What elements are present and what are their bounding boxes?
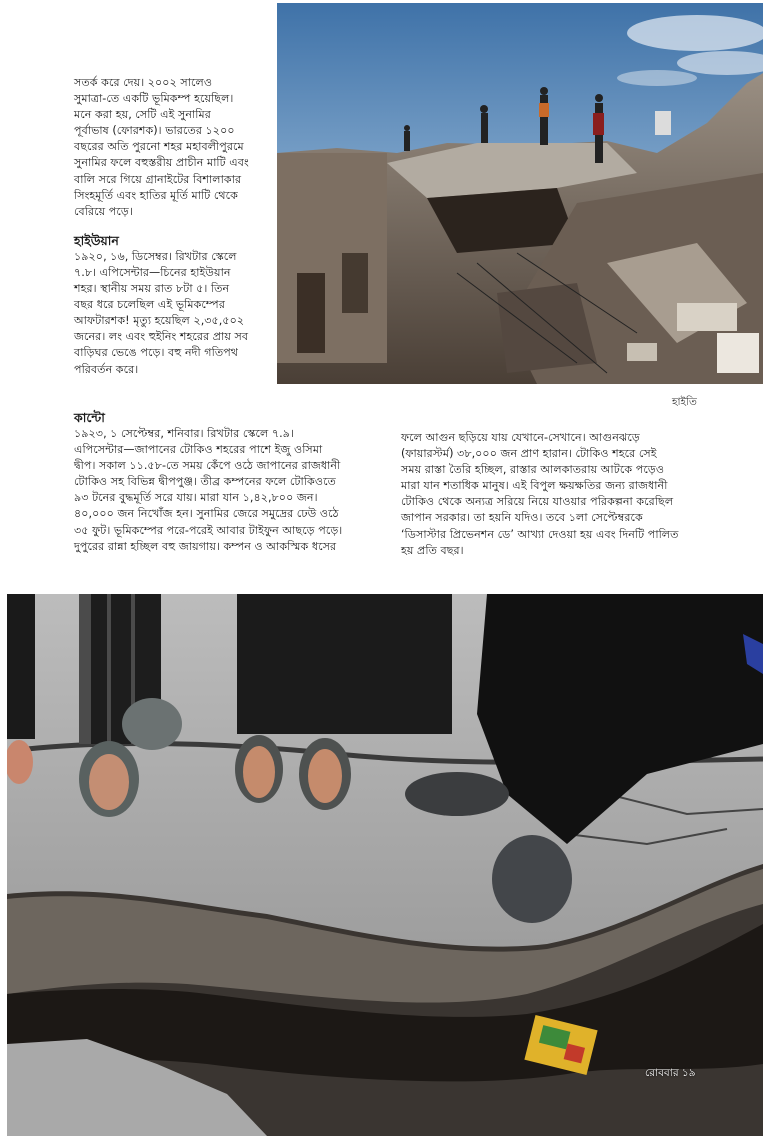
text-line: বছরের অতি পুরনো শহর মহাবলীপুরমে: [74, 140, 244, 154]
haiti-photo-caption: হাইতি: [672, 396, 697, 408]
top-left-column: [74, 75, 272, 378]
text-line: বছর ধরে চলেছিল এই ভূমিকম্পের: [74, 298, 226, 312]
text-line: এপিসেন্টার—জাপানের টোকিও শহরের পাশে ইজু ওসিমা: [74, 443, 323, 457]
text-line: জনের। লং এবং হুইনিং শহরের প্রায় সব: [74, 330, 249, 344]
text-line: পরিবর্তন করে।: [74, 362, 139, 376]
text-line: জাপান সরকার। তা হয়নি যদিও। তবে ১লা সেপ্টেম্বরকে: [401, 511, 643, 525]
text-line: ৭.৮। এপিসেন্টার—চিনের হাইউয়ান: [74, 265, 231, 279]
text-line: টোকিও সহ বিভিন্ন দ্বীপপুঞ্জ। তীব্র কম্পনের ফলে টোকিওতে: [74, 475, 336, 489]
haiti-rubble-photo: [277, 3, 763, 384]
haiyuan-heading: হাইউয়ান: [74, 232, 119, 248]
text-line: বাড়িঘর ভেঙে পড়ে। বহু নদী গতিপথ: [74, 346, 239, 360]
text-line: দ্বীপ। সকাল ১১.৫৮-তে সময় কেঁপে ওঠে জাপানের রাজধানী: [74, 459, 341, 473]
text-line: (ফায়ারস্টর্ম) ৩৮,০০০ জন প্রাণ হারান। টোকিও শহরে সেই: [401, 447, 657, 461]
text-line: দুপুরের রান্না হচ্ছিল বহু জায়গায়। কম্পন ও আকস্মিক ধসের: [74, 539, 337, 553]
kanto-heading: কান্টো: [74, 410, 105, 425]
haiyuan-paragraph: [74, 249, 272, 378]
text-line: ফলে আগুন ছড়িয়ে যায় যেখানে-সেখানে। আগুনঝড়ে: [401, 431, 640, 444]
text-line: শহর। স্থানীয় সময় রাত ৮টা ৫। তিন: [74, 282, 230, 296]
text-line: ১৯২০, ১৬, ডিসেম্বর। রিখটার স্কেলে: [74, 249, 237, 263]
page-folio: রোববার ১৯: [645, 1067, 696, 1079]
text-line: সিংহমূর্তি এবং হাতির মূর্তি মাটি থেকে: [74, 188, 238, 202]
text-line: সতর্ক করে দেয়। ২০০২ সালেও: [74, 76, 213, 89]
road-crack-photo: [7, 594, 763, 1136]
text-line: বালি সরে গিয়ে গ্রানাইটের বিশালাকার: [74, 172, 242, 186]
text-line: সুনামির ফলে বহুস্তরীয় প্রাচীন মাটি এবং: [74, 156, 249, 170]
text-line: টোকিও থেকে অন্যত্র সরিয়ে নিয়ে যাওয়ার পরিকল্পনা করেছিল: [401, 495, 674, 509]
text-line: সময় রাস্তা তৈরি হচ্ছিল, রাস্তার আলকাতরায় আটকে পড়েও: [401, 463, 665, 477]
text-line: সুমাত্রা-তে একটি ভূমিকম্প হয়েছিল।: [74, 92, 234, 106]
text-line: ৯৩ টনের বুদ্ধমূর্তি সরে যায়। মারা যান ১,৪২,৮০০ জন।: [74, 491, 318, 505]
text-line: ৪০,০০০ জন নিখোঁজ হন। সুনামির জেরে সমুদ্রের ঢেউ ওঠে: [74, 507, 339, 521]
text-line: ৩৫ ফুট। ভূমিকম্পের পরে-পরেই আবার টাইফুন আছড়ে পড়ে।: [74, 523, 343, 537]
road-crack-image: [7, 594, 763, 1136]
kanto-paragraph-right: [401, 430, 701, 559]
kanto-paragraph-left: [74, 426, 372, 555]
sumatra-paragraph: [74, 75, 272, 220]
kanto-right-column: [401, 430, 701, 559]
text-line: ১৯২৩, ১ সেপ্টেম্বর, শনিবার। রিখটার স্কেলে ৭.৯।: [74, 427, 294, 440]
text-line: বেরিয়ে পড়ে।: [74, 204, 133, 218]
kanto-left-column: [74, 410, 372, 555]
text-line: ‘ডিসাস্টার প্রিভেনশন ডে’ আখ্যা দেওয়া হয় এবং দিনটি পালিত: [401, 527, 679, 541]
text-line: আফটারশক! মৃত্যু হয়েছিল ২,৩৫,৫০২: [74, 314, 245, 328]
text-line: হয় প্রতি বছর।: [401, 543, 464, 557]
text-line: পূর্বাভাষ (ফোরশক)। ভারতের ১২০০: [74, 124, 235, 138]
text-line: মনে করা হয়, সেটি এই সুনামির: [74, 108, 211, 122]
haiti-rubble-image: [277, 3, 763, 384]
text-line: মারা যান শতাধিক মানুষ। এই বিপুল ক্ষয়ক্ষতির জন্য রাজধানী: [401, 479, 668, 493]
haiyuan-section: [74, 233, 272, 378]
